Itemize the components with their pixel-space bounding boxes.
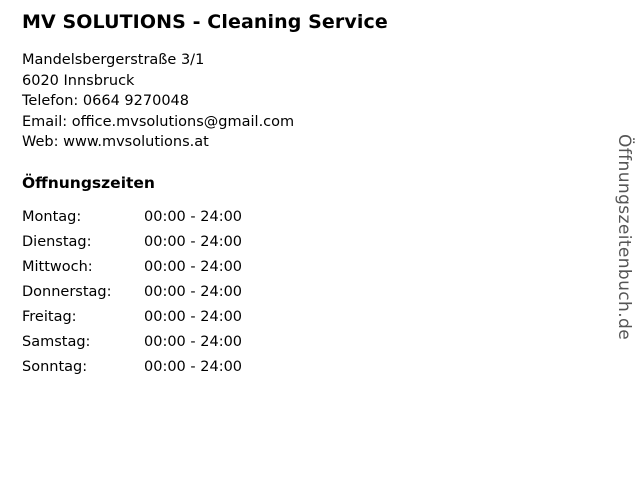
hours-time-value: 00:00 - 24:00 <box>144 208 243 225</box>
address-phone: Telefon: 0664 9270048 <box>22 93 190 109</box>
address-street: Mandelsbergerstraße 3/1 <box>22 52 205 68</box>
address-web: Web: www.mvsolutions.at <box>22 134 209 150</box>
table-row <box>22 282 242 307</box>
hours-time-value: 00:00 - 24:00 <box>144 283 243 300</box>
business-info-block <box>22 10 582 382</box>
hours-day-label: Sonntag: <box>22 358 88 375</box>
hours-time-value: 00:00 - 24:00 <box>144 308 243 325</box>
page-title: MV SOLUTIONS - Cleaning Service <box>22 11 388 33</box>
address-city: 6020 Innsbruck <box>22 72 135 89</box>
hours-time-value: 00:00 - 24:00 <box>144 333 243 350</box>
hours-day-label: Freitag: <box>22 308 77 325</box>
hours-day-label: Samstag: <box>22 333 91 350</box>
address-email: Email: office.mvsolutions@gmail.com <box>22 113 295 130</box>
table-row <box>22 332 242 357</box>
table-row <box>22 232 242 257</box>
opening-hours-heading: Öffnungszeiten <box>22 173 155 192</box>
table-row <box>22 307 242 332</box>
hours-day-label: Mittwoch: <box>22 258 93 275</box>
hours-day-label: Dienstag: <box>22 233 92 250</box>
hours-day-label: Montag: <box>22 208 82 225</box>
hours-time-value: 00:00 - 24:00 <box>144 233 243 250</box>
hours-time-value: 00:00 - 24:00 <box>144 358 243 375</box>
opening-hours-table <box>22 207 242 382</box>
table-row <box>22 207 242 232</box>
hours-time-value: 00:00 - 24:00 <box>144 258 243 275</box>
table-row <box>22 357 242 382</box>
address-block <box>22 50 582 153</box>
watermark-brand: Öffnungszeitenbuch.de <box>614 134 634 341</box>
hours-day-label: Donnerstag: <box>22 283 112 300</box>
table-row <box>22 257 242 282</box>
